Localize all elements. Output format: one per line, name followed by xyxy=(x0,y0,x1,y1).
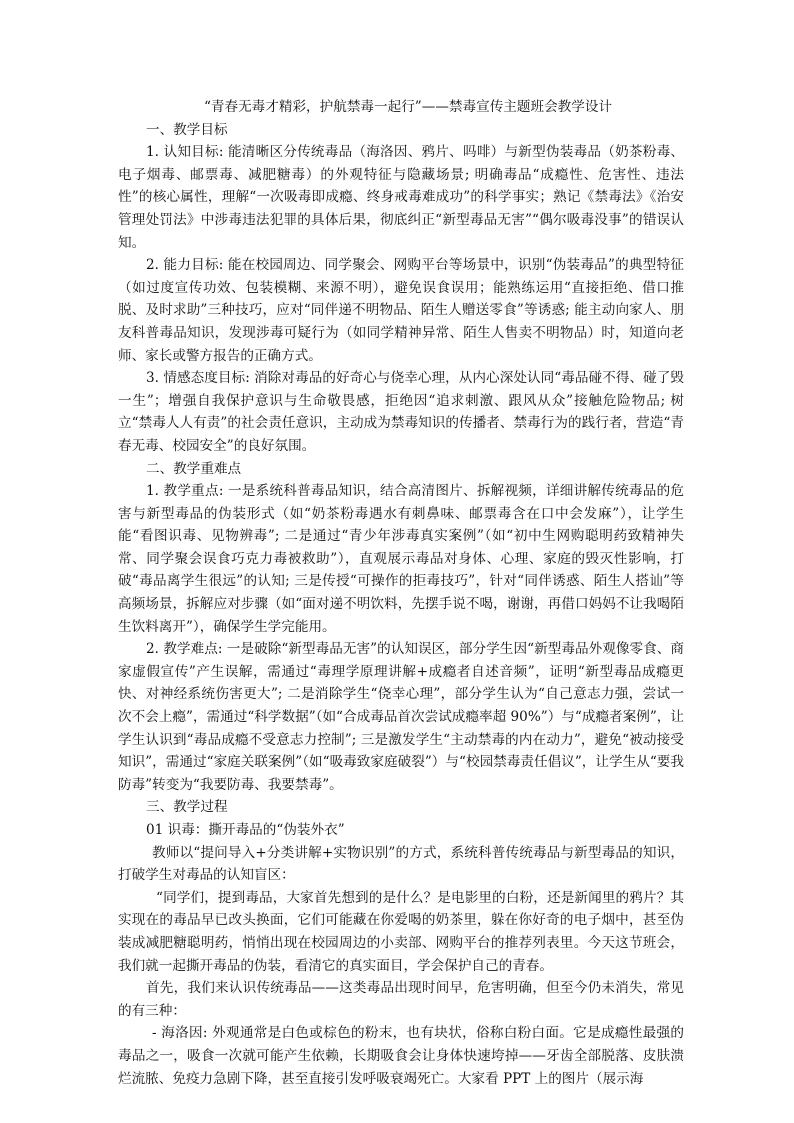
paragraph-teaching-difficulty: 2. 教学难点: 一是破除“新型毒品无害”的认知误区，部分学生因“新型毒品外观像零食、商家虚假宣传”产生误解，需通过“毒理学原理讲解+成瘾者自述音频”，证明“新型毒品成瘾更快、对神经系统伤害更大”; 二是消除学生“侥幸心理”，部分学生认为“自己意志力强，尝试一次不会上瘾”，需通过“科学数据”（如“合成毒品首次尝试成瘾率超 90%”）与“成瘾者案例”，让学生认识到“毒品成瘾不受意志力控制”; 三是激发学生“主动禁毒的内在动力”，避免“被动接受知识”，需通过“家庭关联案例”（如“吸毒致家庭破裂”）与“校园禁毒责任倡议”，让学生从“要我防毒”转变为“我要防毒、我要禁毒”。 xyxy=(118,641,684,793)
section-heading-key-points: 二、教学重难点 xyxy=(146,460,242,477)
section-heading-objectives: 一、教学目标 xyxy=(146,121,228,138)
subsection-heading-identify: 01 识毒：撕开毒品的“伪装外衣” xyxy=(146,822,345,838)
paragraph-cognitive-goal: 1. 认知目标: 能清晰区分传统毒品（海洛因、鸦片、吗啡）与新型伪装毒品（奶茶粉毒、电子烟毒、邮票毒、减肥糖毒）的外观特征与隐藏场景; 明确毒品“成瘾性、危害性、违法性”的核心属性，理解“一次吸毒即成瘾、终身戒毒难成功”的科学事实；熟记《禁毒法》《治安管理处罚法》中涉毒违法犯罪的具体后果，彻底纠正“新型毒品无害”“偶尔吸毒没事”的错误认知。 xyxy=(118,144,684,251)
paragraph-teacher-quote: “同学们，提到毒品，大家首先想到的是什么？是电影里的白粉，还是新闻里的鸦片？其实现在的毒品早已改头换面，它们可能藏在你爱喝的奶茶里，躲在你好奇的电子烟中，甚至伪装成减肥糖聪明药，悄悄出现在校园周边的小卖部、网购平台的推荐列表里。今天这节班会，我们就一起撕开毒品的伪装，看清它的真实面目，学会保护自己的青春。 xyxy=(118,889,684,974)
paragraph-ability-goal: 2. 能力目标: 能在校园周边、同学聚会、网购平台等场景中，识别“伪装毒品”的典型特征（如过度宣传功效、包装模糊、来源不明），避免误食误用；能熟练运用“直接拒绝、借口推脱、及时求助”三种技巧，应对“同伴递不明物品、陌生人赠送零食”等诱惑; 能主动向家人、朋友科普毒品知识，发现涉毒可疑行为（如同学精神异常、陌生人售卖不明物品）时，知道向老师、家长或警方报告的正确方式。 xyxy=(118,257,684,364)
document-page xyxy=(118,96,684,1090)
paragraph-attitude-goal: 3. 情感态度目标: 消除对毒品的好奇心与侥幸心理，从内心深处认同“毒品碰不得、碰了毁一生”；增强自我保护意识与生命敬畏感，拒绝因“追求刺激、跟风从众”接触危险物品; 树立“禁毒人人有责”的社会责任意识，主动成为禁毒知识的传播者、禁毒行为的践行者，营造“青春无毒、校园安全”的良好氛围。 xyxy=(118,370,684,454)
document-title: “青春无毒才精彩，护航禁毒一起行”——禁毒宣传主题班会教学设计 xyxy=(203,99,613,115)
paragraph-teacher-method: 教师以“提问导入+分类讲解+实物识别”的方式，系统科普传统毒品与新型毒品的知识，打破学生对毒品的认知盲区： xyxy=(118,844,684,884)
section-heading-process: 三、教学过程 xyxy=(146,799,228,816)
paragraph-traditional-drugs: 首先，我们来认识传统毒品——这类毒品出现时间早，危害明确，但至今仍未消失，常见的有三种： xyxy=(118,980,684,1019)
paragraph-teaching-focus: 1. 教学重点: 一是系统科普毒品知识，结合高清图片、拆解视频，详细讲解传统毒品的危害与新型毒品的伪装形式（如“奶茶粉毒遇水有刺鼻味、邮票毒含在口中会发麻”），让学生能“看图识毒、见物辨毒”; 二是通过“青少年涉毒真实案例”（如“初中生网购聪明药致精神失常、同学聚会误食巧克力毒被救助”），直观展示毒品对身体、心理、家庭的毁灭性影响，打破“毒品离学生很远”的认知; 三是传授“可操作的拒毒技巧”，针对“同伴诱惑、陌生人搭讪”等高频场景，拆解应对步骤（如“面对递不明饮料，先摆手说不喝，谢谢，再借口妈妈不让我喝陌生饮料离开”），确保学生学完能用。 xyxy=(118,483,684,635)
paragraph-heroin: - 海洛因: 外观通常是白色或棕色的粉末，也有块状，俗称白粉白面。它是成瘾性最强的毒品之一，吸食一次就可能产生依赖，长期吸食会让身体快速垮掉——牙齿全部脱落、皮肤溃烂流脓、免疫力急剧下降，甚至直接引发呼吸衰竭死亡。大家看 PPT 上的图片（展示海 xyxy=(118,1025,684,1087)
